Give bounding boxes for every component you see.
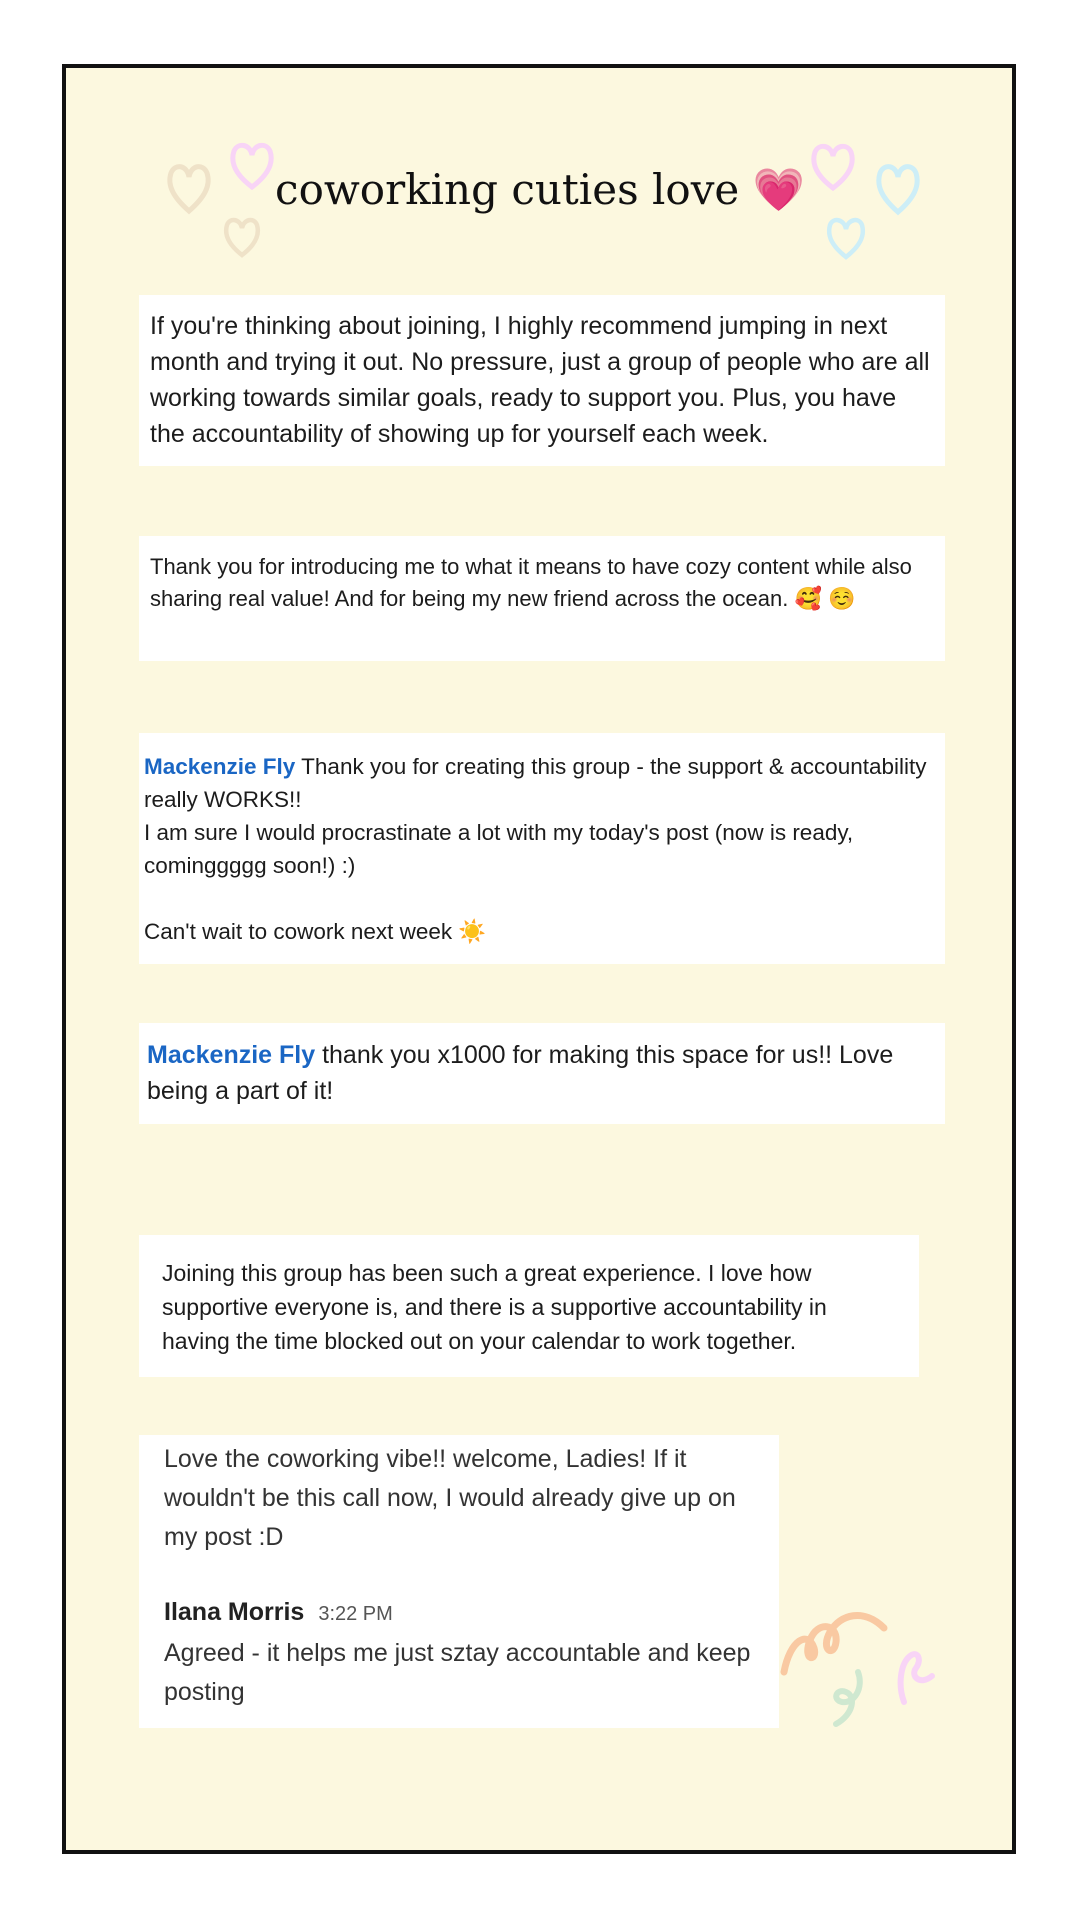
page-title bbox=[0, 162, 1080, 218]
testimonial-text: I am sure I would procrastinate a lot with my today's post (now is ready, cominggggg soon!) :) bbox=[144, 820, 854, 878]
testimonial-text: Thank you for introducing me to what it means to have cozy content while also sharing real value! And for being my new friend across the ocean. 🥰 ☺️ bbox=[150, 554, 912, 611]
testimonial-text: Joining this group has been such a great experience. I love how supportive everyone is, and there is a supportive accountability in having the time blocked out on your calendar to work together. bbox=[162, 1260, 827, 1354]
message-time: 3:22 PM bbox=[318, 1603, 393, 1625]
chat-screenshot-card bbox=[139, 1435, 779, 1728]
testimonial-card bbox=[139, 733, 945, 964]
title-text: coworking cuties love bbox=[275, 165, 740, 214]
testimonial-text: thank you x1000 for making this space for us!! Love being a part of it! bbox=[147, 1041, 894, 1105]
sender-name: Ilana Morris bbox=[164, 1598, 305, 1626]
chat-header bbox=[164, 1593, 754, 1634]
testimonial-text: Can't wait to cowork next week ☀️ bbox=[144, 919, 487, 944]
mention-link[interactable]: Mackenzie Fly bbox=[147, 1041, 316, 1069]
testimonial-text: Thank you for creating this group - the support & accountability really WORKS!! bbox=[144, 754, 927, 812]
chat-message: Agreed - it helps me just sztay accountable and keep posting bbox=[164, 1639, 751, 1706]
heart-outline-icon bbox=[222, 212, 262, 260]
heart-outline-icon bbox=[825, 212, 867, 262]
testimonial-card bbox=[139, 536, 945, 661]
testimonial-card bbox=[139, 1235, 919, 1377]
testimonial-text: If you're thinking about joining, I highly recommend jumping in next month and trying it out. No pressure, just a group of people who are all working towards similar goals, ready to support you. Plus, you have the accountability of showing up for yourself each week. bbox=[150, 312, 930, 448]
testimonial-card bbox=[139, 1023, 945, 1124]
testimonial-card bbox=[139, 295, 945, 466]
heart-emoji-icon: 💗 bbox=[752, 165, 805, 214]
mention-link[interactable]: Mackenzie Fly bbox=[144, 754, 296, 779]
squiggle-icon bbox=[824, 1668, 874, 1728]
chat-message: Love the coworking vibe!! welcome, Ladies! If it wouldn't be this call now, I would already give up on my post :D bbox=[164, 1445, 736, 1551]
squiggle-icon bbox=[892, 1646, 936, 1706]
